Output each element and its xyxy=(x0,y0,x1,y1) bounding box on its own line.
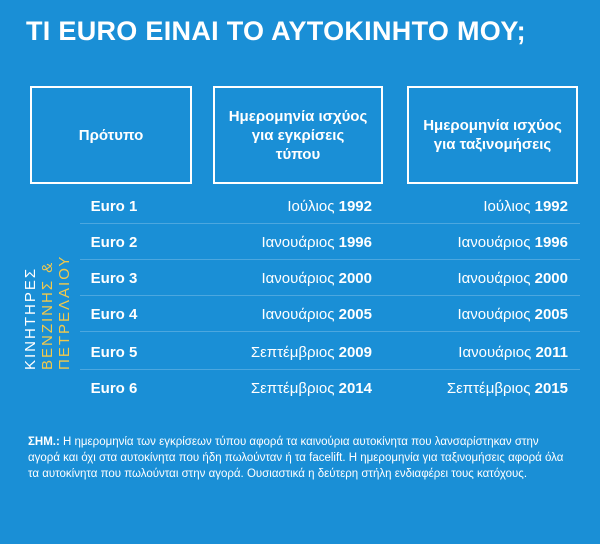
registration-month: Σεπτέμβριος xyxy=(446,380,531,397)
type-approval-date xyxy=(261,306,372,323)
side-label-line1: ΚΙΝΗΤΗΡΕΣ xyxy=(22,266,39,370)
registration-month: Ιανουάριος xyxy=(457,306,531,323)
registration-month: Ιούλιος xyxy=(483,198,531,215)
model-cell: Euro 1 xyxy=(90,198,138,215)
type-approval-month: Ιανουάριος xyxy=(261,270,335,287)
registration-year: 2015 xyxy=(534,380,568,397)
type-approval-year: 2000 xyxy=(338,270,372,287)
type-approval-month: Ιανουάριος xyxy=(261,234,335,251)
model-cell: Euro 3 xyxy=(90,270,138,287)
header-model-label: Πρότυπο xyxy=(78,126,144,144)
registration-year: 2005 xyxy=(534,306,568,323)
type-approval-month: Σεπτέμβριος xyxy=(250,380,335,397)
registration-date xyxy=(457,234,568,251)
type-approval-date xyxy=(287,198,372,215)
model-cell: Euro 4 xyxy=(90,306,138,323)
type-approval-month: Ιούλιος xyxy=(287,198,335,215)
header-registration xyxy=(407,86,578,184)
type-approval-year: 2005 xyxy=(338,306,372,323)
footnote-text: Η ημερομηνία των εγκρίσεων τύπου αφορά τα καινούρια αυτοκίνητα που λανσαρίστηκαν στην αγορά και όχι στα αυτοκίνητα που ήδη πωλούνταν ή τα facelift. Η ημερομηνία για ταξινομήσεις αφορά όλα τα αυτοκίνητα που πωλούνται στην αγορά. Ουσιαστικά η δεύτερη στήλη ενδιαφέρει τους κατόχους. xyxy=(28,436,564,480)
table-row xyxy=(0,226,600,260)
type-approval-year: 2014 xyxy=(338,380,372,397)
row-divider xyxy=(80,331,580,332)
type-approval-month: Σεπτέμβριος xyxy=(250,344,335,361)
footnote xyxy=(28,434,568,482)
registration-month: Ιανουάριος xyxy=(457,270,531,287)
type-approval-month: Ιανουάριος xyxy=(261,306,335,323)
row-divider xyxy=(80,369,580,370)
table-row xyxy=(0,336,600,370)
table-row xyxy=(0,262,600,296)
type-approval-date xyxy=(251,344,372,361)
registration-date xyxy=(457,270,568,287)
row-divider xyxy=(80,223,580,224)
registration-year: 1996 xyxy=(534,234,568,251)
registration-year: 2000 xyxy=(534,270,568,287)
model-cell: Euro 5 xyxy=(90,344,138,361)
type-approval-date xyxy=(261,234,372,251)
header-type-approval-label: Ημερομηνία ισχύος για εγκρίσεις τύπου xyxy=(228,107,368,163)
header-type-approval xyxy=(213,86,383,184)
registration-date xyxy=(458,344,568,361)
model-cell: Euro 2 xyxy=(90,234,138,251)
header-registration-label: Ημερομηνία ισχύος για ταξινομήσεις xyxy=(423,117,562,153)
registration-date xyxy=(483,198,568,215)
row-divider xyxy=(80,259,580,260)
registration-year: 1992 xyxy=(534,198,568,215)
type-approval-date xyxy=(261,270,372,287)
table-row xyxy=(0,372,600,406)
type-approval-year: 1992 xyxy=(338,198,372,215)
registration-date xyxy=(457,306,568,323)
registration-month: Ιανουάριος xyxy=(458,344,532,361)
registration-month: Ιανουάριος xyxy=(457,234,531,251)
side-label-line3: ΠΕΤΡΕΛΑΙΟΥ xyxy=(56,254,73,370)
row-divider xyxy=(80,295,580,296)
type-approval-year: 2009 xyxy=(338,344,372,361)
registration-year: 2011 xyxy=(535,344,568,361)
page-title: ΤΙ EURO ΕΙΝΑΙ ΤΟ ΑΥΤΟΚΙΝΗΤΟ ΜΟΥ; xyxy=(26,16,526,46)
type-approval-date xyxy=(251,380,372,397)
side-label-line2: ΒΕΝΖΙΝΗΣ & xyxy=(39,260,56,370)
footnote-label: ΣΗΜ.: xyxy=(28,436,60,448)
registration-date xyxy=(447,380,568,397)
type-approval-year: 1996 xyxy=(338,234,372,251)
model-cell: Euro 6 xyxy=(90,380,138,397)
header-model xyxy=(30,86,192,184)
table-row xyxy=(0,190,600,224)
table-row xyxy=(0,298,600,332)
